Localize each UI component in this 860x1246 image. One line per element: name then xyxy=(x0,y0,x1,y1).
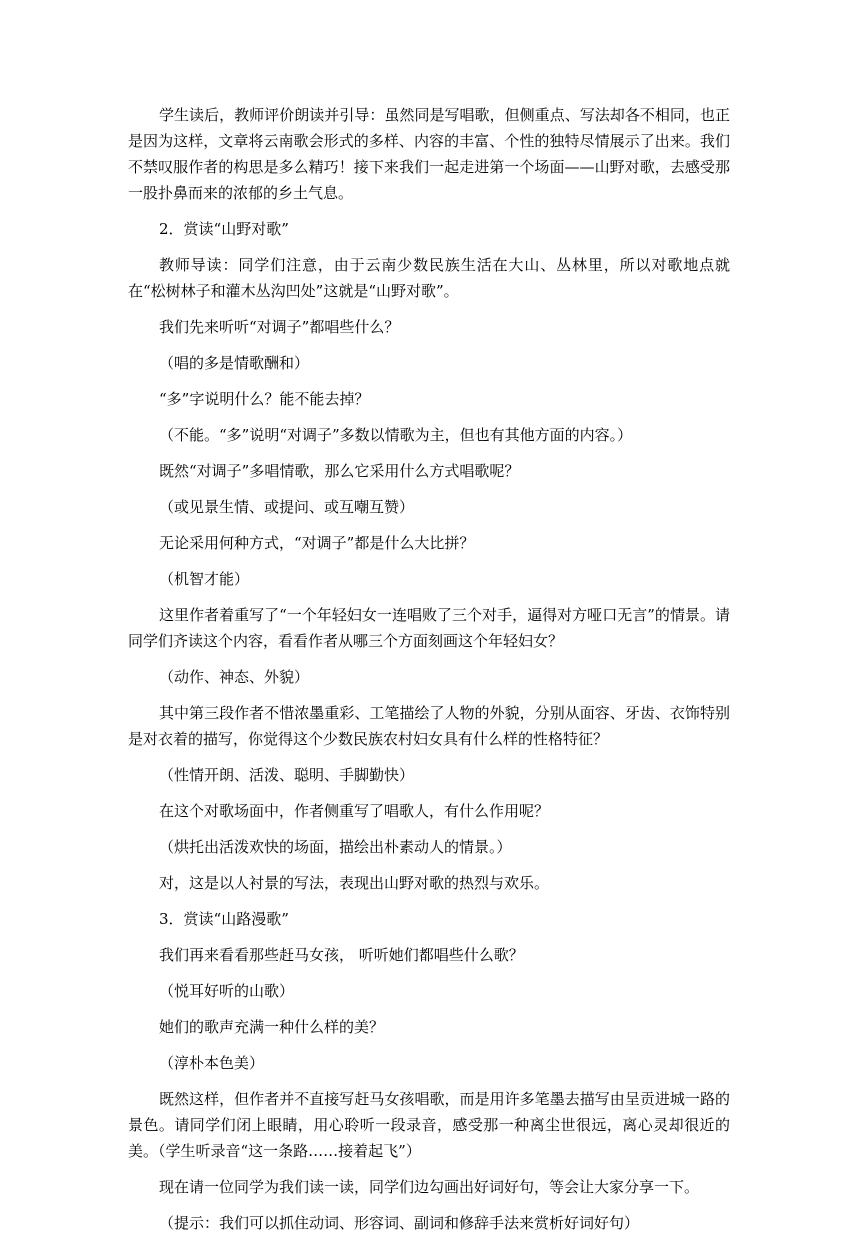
paragraph: 其中第三段作者不惜浓墨重彩、工笔描绘了人物的外貌，分别从面容、牙齿、衣饰特别是对衣着的描写，你觉得这个少数民族农村妇女具有什么样的性格特征？ xyxy=(128,704,730,748)
question: “多”字说明什么？能不能去掉？ xyxy=(159,390,370,408)
paragraph: 这里作者着重写了“一个年轻妇女一连唱败了三个对手，逼得对方哑口无言”的情景。请同学们齐读这个内容，看看作者从哪三个方面刻画这个年轻妇女？ xyxy=(128,606,730,650)
question: 我们先来听听“对调子”都唱些什么？ xyxy=(159,318,400,336)
question: 既然“对调子”多唱情歌，那么它采用什么方式唱歌呢？ xyxy=(159,462,520,480)
answer: （不能。“多”说明“对调子”多数以情歌为主，但也有其他方面的内容。） xyxy=(159,426,633,444)
answer: （或见景生情、或提问、或互嘲互赞） xyxy=(159,498,415,516)
section-heading: 2．赏读“山野对歌” xyxy=(159,220,289,238)
question: 无论采用何种方式，“对调子”都是什么大比拼？ xyxy=(159,534,475,552)
paragraph: 现在请一位同学为我们读一读，同学们边勾画出好词好句，等会让大家分享一下。 xyxy=(159,1178,700,1196)
question: 她们的歌声充满一种什么样的美？ xyxy=(159,1018,385,1036)
answer: （动作、神态、外貌） xyxy=(159,668,310,686)
answer: （悦耳好听的山歌） xyxy=(159,982,295,1000)
paragraph: 教师导读：同学们注意，由于云南少数民族生活在大山、丛林里，所以对歌地点就在“松树林子和灌木丛沟凹处”这就是“山野对歌”。 xyxy=(128,256,730,300)
document-body xyxy=(128,102,730,1246)
paragraph: 学生读后，教师评价朗读并引导：虽然同是写唱歌，但侧重点、写法却各不相同，也正是因为这样，文章将云南歌会形式的多样、内容的丰富、个性的独特尽情展示了出来。我们不禁叹服作者的构思是多么精巧！接下来我们一起走进第一个场面——山野对歌，去感受那一股扑鼻而来的浓郁的乡土气息。 xyxy=(128,106,730,202)
answer: （淳朴本色美） xyxy=(159,1054,265,1072)
section-heading: 3．赏读“山路漫歌” xyxy=(159,910,289,928)
question: 在这个对歌场面中，作者侧重写了唱歌人，有什么作用呢？ xyxy=(159,802,550,820)
question: 我们再来看看那些赶马女孩， 听听她们都唱些什么歌？ xyxy=(159,946,524,964)
hint: （提示：我们可以抓住动词、形容词、副词和修辞手法来赏析好词好句） xyxy=(159,1214,640,1232)
answer: （性情开朗、活泼、聪明、手脚勤快） xyxy=(159,766,415,784)
answer: （机智才能） xyxy=(159,570,250,588)
paragraph: 既然这样，但作者并不直接写赶马女孩唱歌，而是用许多笔墨去描写由呈贡进城一路的景色。请同学们闭上眼睛，用心聆听一段录音，感受那一种离尘世很远，离心灵却很近的美。（学生听录音“这一条路……接着起飞”） xyxy=(128,1090,730,1160)
paragraph: 对，这是以人衬景的写法，表现出山野对歌的热烈与欢乐。 xyxy=(159,874,550,892)
answer: （烘托出活泼欢快的场面，描绘出朴素动人的情景。） xyxy=(159,838,512,856)
answer: （唱的多是情歌酬和） xyxy=(159,354,310,372)
